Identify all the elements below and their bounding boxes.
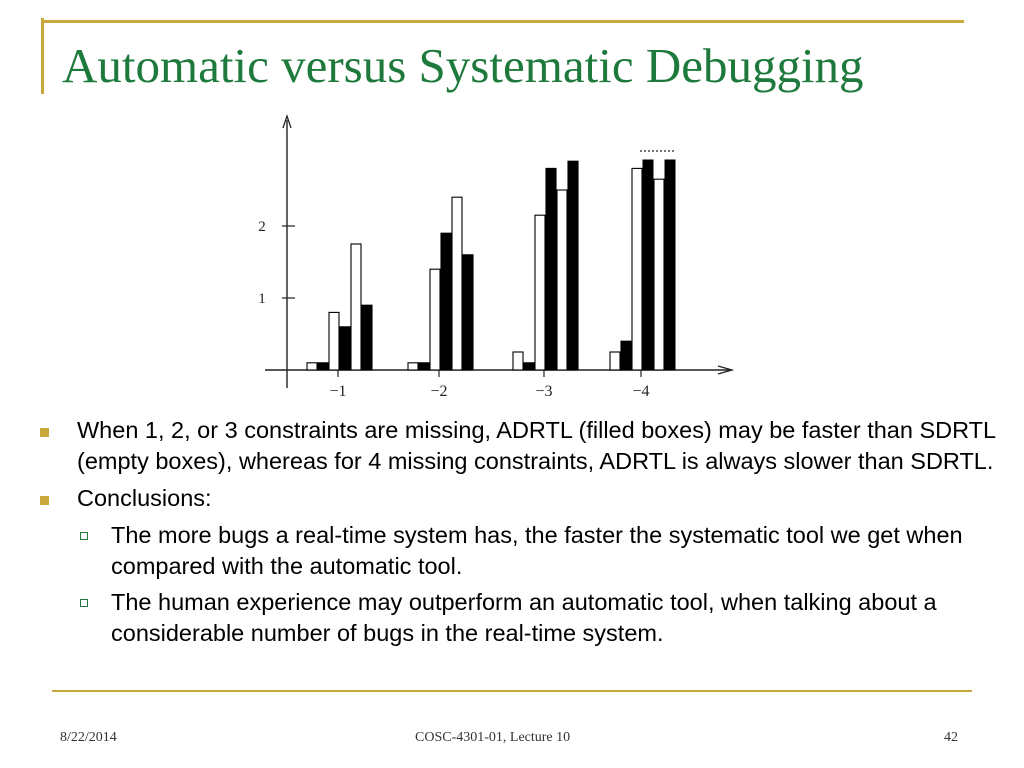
sub-bullet-text: The human experience may outperform an automatic tool, when talking about a considerable number of bugs in the real-time system. — [111, 589, 937, 646]
bar-filled — [318, 363, 328, 370]
bar-empty — [557, 190, 567, 370]
bar-empty — [307, 363, 317, 370]
footer-date: 8/22/2014 — [60, 730, 117, 745]
x-tick-label: −4 — [632, 383, 650, 400]
bullet-text: When 1, 2, or 3 constraints are missing, ADRTL (filled boxes) may be faster than SDRTL (empty boxes), whereas for 4 missing constraints, ADRTL is always slower than SDRTL. — [77, 417, 996, 474]
bar-filled — [419, 363, 429, 370]
bar-empty — [535, 215, 545, 370]
bar-filled — [340, 327, 350, 370]
hollow-square-bullet-icon — [80, 599, 88, 607]
bar-filled — [463, 255, 473, 370]
x-tick-label: −3 — [535, 383, 553, 400]
footer-page-number: 42 — [944, 730, 958, 745]
bar-filled — [546, 168, 556, 370]
square-bullet-icon — [40, 428, 49, 437]
square-bullet-icon — [40, 496, 49, 505]
bullet-text: Conclusions: — [77, 485, 212, 511]
bar-empty — [351, 244, 361, 370]
hollow-square-bullet-icon — [80, 532, 88, 540]
bar-empty — [329, 312, 339, 370]
y-tick-label: 2 — [258, 219, 266, 235]
bar-filled — [524, 363, 534, 370]
bar-chart — [240, 108, 740, 400]
bar-empty — [430, 269, 440, 370]
y-tick-label: 1 — [258, 291, 266, 307]
sub-bullet-item — [40, 520, 1015, 582]
sub-bullet-item — [40, 587, 1015, 649]
bar-empty — [654, 179, 664, 370]
bar-empty — [513, 352, 523, 370]
bar-empty — [610, 352, 620, 370]
x-tick-label: −1 — [329, 383, 347, 400]
bar-filled — [362, 305, 372, 370]
bar-empty — [452, 197, 462, 370]
title-frame-vertical — [41, 18, 44, 94]
bar-filled — [643, 160, 653, 370]
footer-course: COSC-4301-01, Lecture 10 — [415, 730, 571, 745]
bar-filled — [441, 233, 451, 370]
bar-empty — [408, 363, 418, 370]
slide-title: Automatic versus Systematic Debugging — [62, 38, 864, 93]
x-tick-label: −2 — [430, 383, 448, 400]
bar-filled — [621, 341, 631, 370]
bullet-item — [40, 415, 1015, 477]
footer-rule — [52, 690, 972, 692]
bar-empty — [632, 168, 642, 370]
bullet-list — [40, 415, 1015, 654]
bullet-item — [40, 483, 1015, 514]
bar-filled — [665, 160, 675, 370]
bar-filled — [568, 161, 578, 370]
sub-bullet-text: The more bugs a real-time system has, the faster the systematic tool we get when compared with the automatic tool. — [111, 522, 963, 579]
title-frame-horizontal — [41, 20, 964, 23]
